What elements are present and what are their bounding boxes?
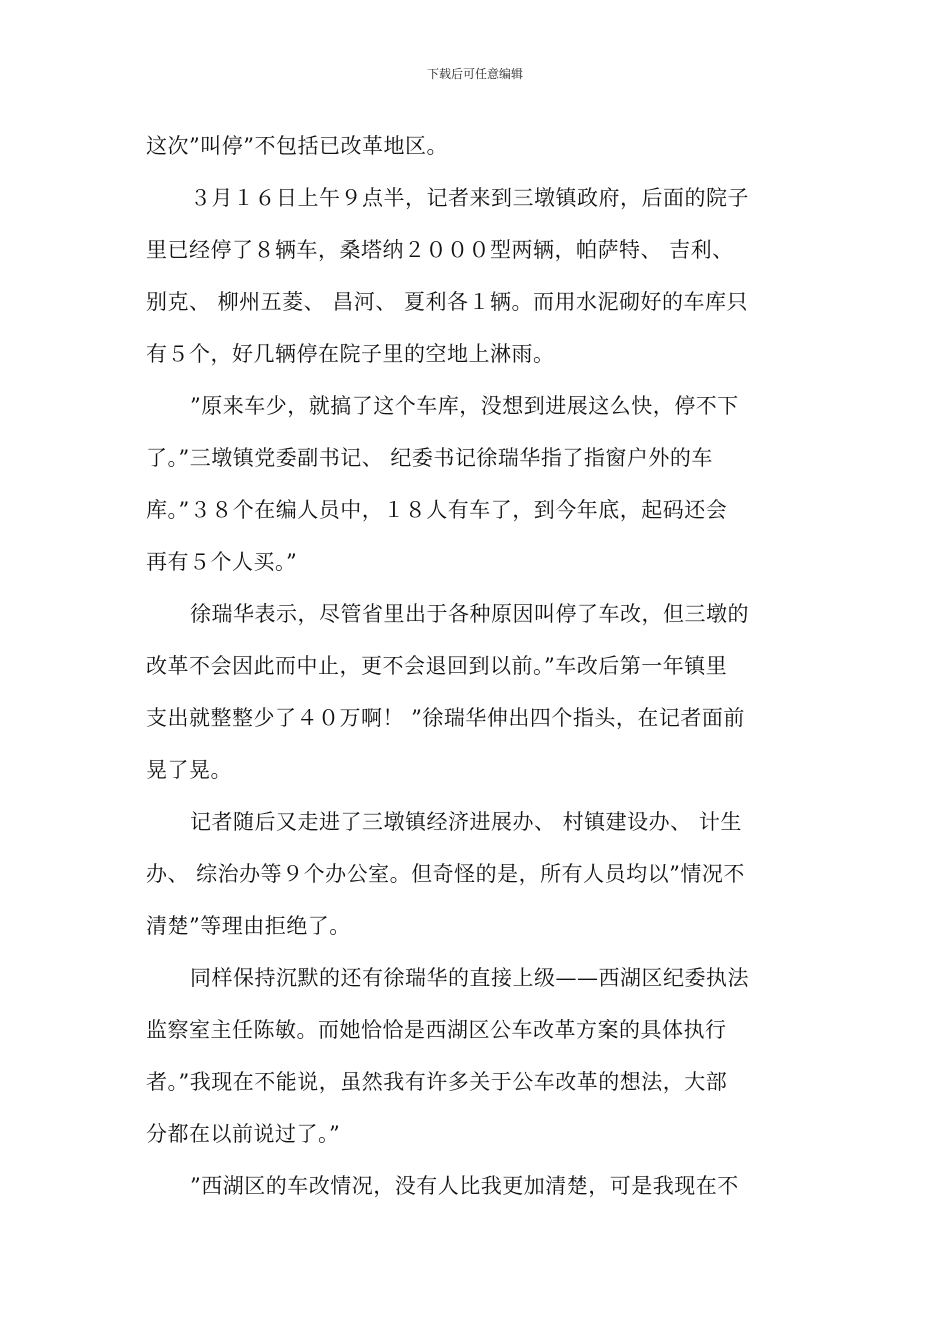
- text-line: 改革不会因此而中止，更不会退回到以前。”车改后第一年镇里: [146, 654, 728, 678]
- text-line: 记者随后又走进了三墩镇经济进展办、 村镇建设办、 计生: [190, 810, 742, 834]
- text-line: 晃了晃。: [146, 758, 232, 782]
- text-line: 了。”三墩镇党委副书记、 纪委书记徐瑞华指了指窗户外的车: [146, 446, 713, 470]
- document-body: [146, 120, 816, 1212]
- text-line: 里已经停了８辆车，桑塔纳２０００型两辆，帕萨特、 吉利、: [146, 238, 734, 262]
- text-line: 库。”３８个在编人员中，１８人有车了，到今年底，起码还会: [146, 498, 728, 522]
- text-line: ”西湖区的车改情况，没有人比我更加清楚，可是我现在不: [190, 1174, 739, 1198]
- text-line: 监察室主任陈敏。而她恰恰是西湖区公车改革方案的具体执行: [146, 1018, 727, 1042]
- text-line: 分都在以前说过了。”: [146, 1122, 341, 1146]
- text-line: 别克、 柳州五菱、 昌河、 夏利各１辆。而用水泥砌好的车库只: [146, 290, 749, 314]
- text-line: ３月１６日上午９点半，记者来到三墩镇政府，后面的院子: [190, 186, 749, 210]
- text-line: 清楚”等理由拒绝了。: [146, 914, 351, 938]
- text-line: 再有５个人买。”: [146, 550, 298, 574]
- text-line: 支出就整整少了４０万啊！ ”徐瑞华伸出四个指头，在记者面前: [146, 706, 745, 730]
- text-line: 徐瑞华表示，尽管省里出于各种原因叫停了车改，但三墩的: [190, 602, 749, 626]
- page-header: 下载后可任意编辑: [426, 67, 523, 81]
- text-line: ”原来车少，就搞了这个车库，没想到进展这么快，停不下: [190, 394, 739, 418]
- text-line: 这次”叫停”不包括已改革地区。: [146, 134, 448, 158]
- text-line: 同样保持沉默的还有徐瑞华的直接上级——西湖区纪委执法: [190, 966, 749, 990]
- text-line: 有５个，好几辆停在院子里的空地上淋雨。: [146, 342, 555, 366]
- text-line: 者。”我现在不能说，虽然我有许多关于公车改革的想法，大部: [146, 1070, 728, 1094]
- text-line: 办、 综治办等９个办公室。但奇怪的是，所有人员均以”情况不: [146, 862, 745, 886]
